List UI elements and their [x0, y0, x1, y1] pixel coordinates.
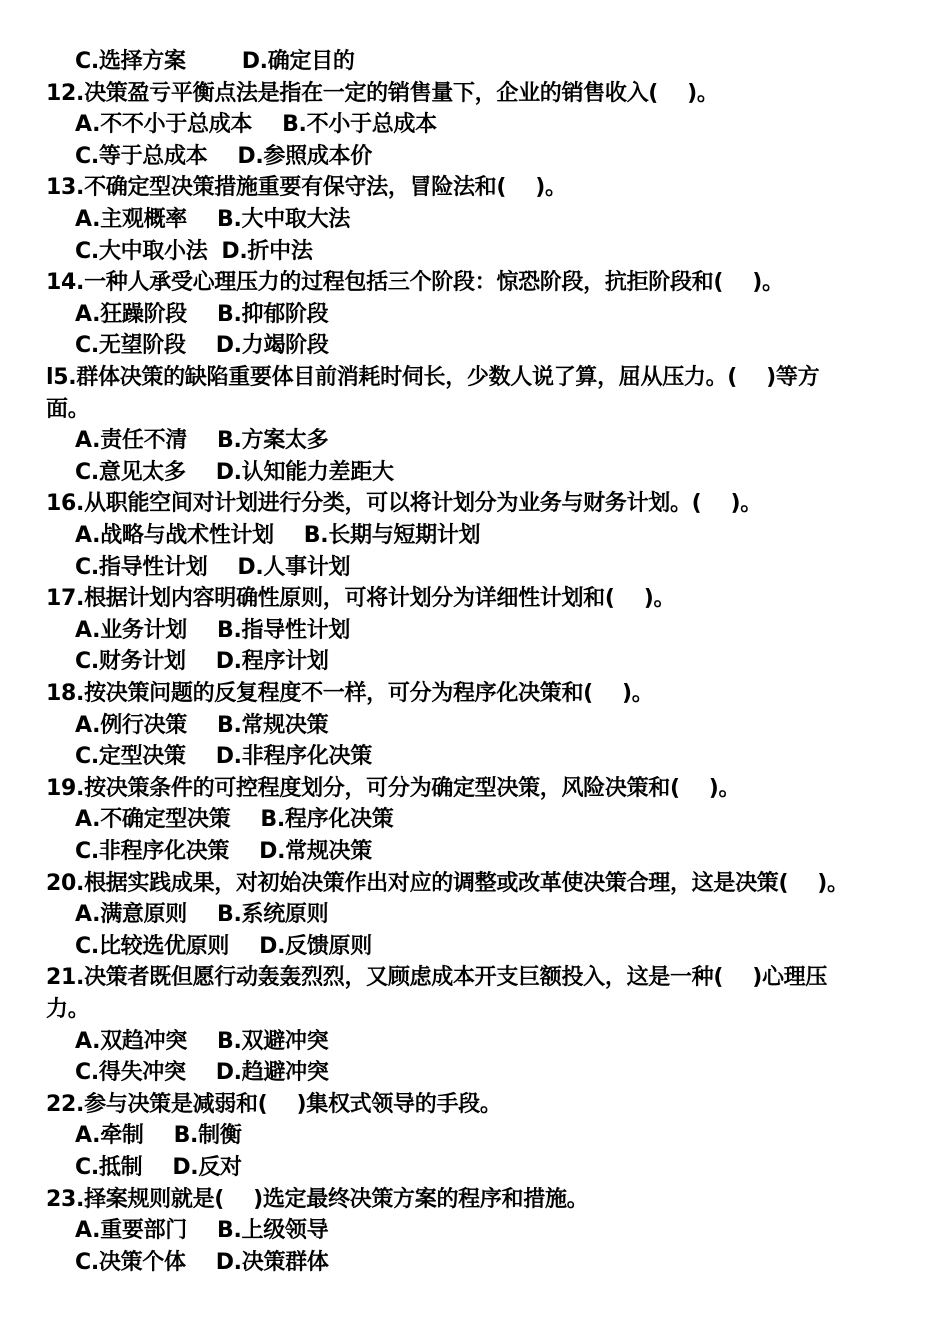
- option-line: [75, 1058, 329, 1088]
- option-line: [75, 616, 350, 646]
- option-line: [75, 647, 329, 677]
- question-continuation-text: 力。: [46, 997, 90, 1022]
- option-line: [75, 426, 328, 456]
- question-text: 20.根据实践成果，对初始决策作出对应的调整或改革使决策合理，这是决策( )。: [46, 870, 849, 896]
- option-line: [75, 932, 372, 962]
- question-text: 14.一种人承受心理压力的过程包括三个阶段：惊恐阶段，抗拒阶段和( )。: [46, 270, 784, 296]
- option-b-text: D.折中法: [221, 238, 313, 264]
- option-b-text: B.抑郁阶段: [217, 301, 329, 327]
- question-text: 19.按决策条件的可控程度划分，可分为确定型决策，风险决策和( )。: [46, 775, 741, 801]
- option-a-text: C.无望阶段: [75, 333, 186, 359]
- option-a-text: A.战略与战术性计划: [75, 523, 274, 548]
- option-b-text: B.程序化决策: [260, 807, 394, 833]
- option-b-text: D.参照成本价: [237, 143, 372, 169]
- option-line: [75, 110, 437, 140]
- option-b-text: B.长期与短期计划: [303, 523, 481, 548]
- option-a-text: A.满意原则: [75, 902, 187, 928]
- option-b-text: D.力竭阶段: [215, 333, 329, 359]
- option-line: [75, 1153, 242, 1183]
- question-text: 12.决策盈亏平衡点法是指在一定的销售量下，企业的销售收入( )。: [46, 80, 719, 106]
- option-line: [75, 300, 328, 330]
- option-a-text: A.例行决策: [75, 712, 187, 738]
- option-line: [75, 900, 328, 930]
- option-b-text: B.方案太多: [217, 428, 329, 454]
- option-b-text: B.不小于总成本: [282, 112, 437, 138]
- option-a-text: A.双趋冲突: [75, 1028, 187, 1054]
- option-b-text: D.反馈原则: [259, 933, 372, 959]
- option-line: [75, 237, 313, 267]
- option-a-text: C.比较选优原则: [75, 933, 230, 959]
- option-line: [75, 331, 329, 361]
- option-b-text: D.认知能力差距大: [215, 459, 394, 485]
- option-b-text: D.反对: [172, 1155, 242, 1180]
- option-a-text: A.牵制: [75, 1123, 144, 1149]
- option-line: [75, 1121, 242, 1151]
- option-line: [75, 1216, 328, 1246]
- option-b-text: D.人事计划: [237, 554, 351, 580]
- option-line: [75, 711, 328, 741]
- question-text: 13.不确定型决策措施重要有保守法，冒险法和( )。: [46, 175, 567, 201]
- option-a-text: A.狂躁阶段: [75, 301, 187, 327]
- option-line: [75, 742, 372, 772]
- option-a-text: A.不不小于总成本: [75, 112, 253, 138]
- option-a-text: C.选择方案: [75, 49, 186, 74]
- option-b-text: D.常规决策: [259, 839, 372, 864]
- option-b-text: B.系统原则: [217, 902, 329, 928]
- option-line: [75, 47, 355, 77]
- question-continuation-text: 面。: [46, 396, 90, 422]
- option-a-text: C.意见太多: [75, 459, 186, 485]
- question-text: 16.从职能空间对计划进行分类，可以将计划分为业务与财务计划。( )。: [46, 491, 762, 517]
- option-a-text: C.抵制: [75, 1155, 143, 1180]
- option-a-text: A.重要部门: [75, 1218, 187, 1244]
- option-line: [75, 805, 393, 835]
- option-b-text: D.程序计划: [215, 649, 329, 675]
- option-line: [75, 142, 372, 172]
- option-b-text: B.制衡: [173, 1123, 242, 1149]
- option-a-text: A.业务计划: [75, 617, 187, 643]
- option-b-text: B.大中取大法: [217, 207, 351, 232]
- option-line: [75, 553, 350, 583]
- option-b-text: B.双避冲突: [217, 1028, 329, 1054]
- option-b-text: D.趋避冲突: [215, 1060, 329, 1086]
- option-b-text: B.指导性计划: [217, 617, 351, 643]
- option-a-text: C.决策个体: [75, 1249, 186, 1275]
- question-text: 22.参与决策是减弱和( )集权式领导的手段。: [46, 1091, 502, 1117]
- option-line: [75, 458, 394, 488]
- question-text: 17.根据计划内容明确性原则，可将计划分为详细性计划和( )。: [46, 586, 676, 612]
- option-b-text: D.决策群体: [215, 1249, 329, 1275]
- option-b-text: B.上级领导: [217, 1218, 329, 1244]
- option-b-text: D.非程序化决策: [215, 744, 372, 770]
- option-a-text: C.定型决策: [75, 744, 186, 770]
- option-b-text: B.常规决策: [217, 712, 329, 738]
- option-line: [75, 205, 350, 235]
- question-text: 18.按决策问题的反复程度不一样，可分为程序化决策和( )。: [46, 681, 654, 706]
- option-line: [75, 837, 372, 867]
- option-a-text: A.不确定型决策: [75, 807, 231, 833]
- option-b-text: D.确定目的: [241, 49, 355, 74]
- question-text: 23.择案规则就是( )选定最终决策方案的程序和措施。: [46, 1186, 589, 1212]
- option-a-text: C.得失冲突: [75, 1060, 186, 1086]
- option-a-text: C.财务计划: [75, 649, 186, 675]
- option-line: [75, 1248, 329, 1278]
- question-text: 21.决策者既但愿行动轰轰烈烈，又顾虑成本开支巨额投入，这是一种( )心理压: [46, 965, 828, 991]
- option-a-text: C.指导性计划: [75, 554, 208, 580]
- option-a-text: A.主观概率: [75, 207, 187, 232]
- option-line: [75, 521, 480, 551]
- option-a-text: A.责任不清: [75, 428, 187, 454]
- option-a-text: C.非程序化决策: [75, 839, 230, 864]
- question-text: l5.群体决策的缺陷重要体目前消耗时伺长，少数人说了算，屈从压力。( )等方: [46, 365, 820, 390]
- option-a-text: C.等于总成本: [75, 143, 208, 169]
- option-line: [75, 1027, 328, 1057]
- option-a-text: C.大中取小法: [75, 238, 208, 264]
